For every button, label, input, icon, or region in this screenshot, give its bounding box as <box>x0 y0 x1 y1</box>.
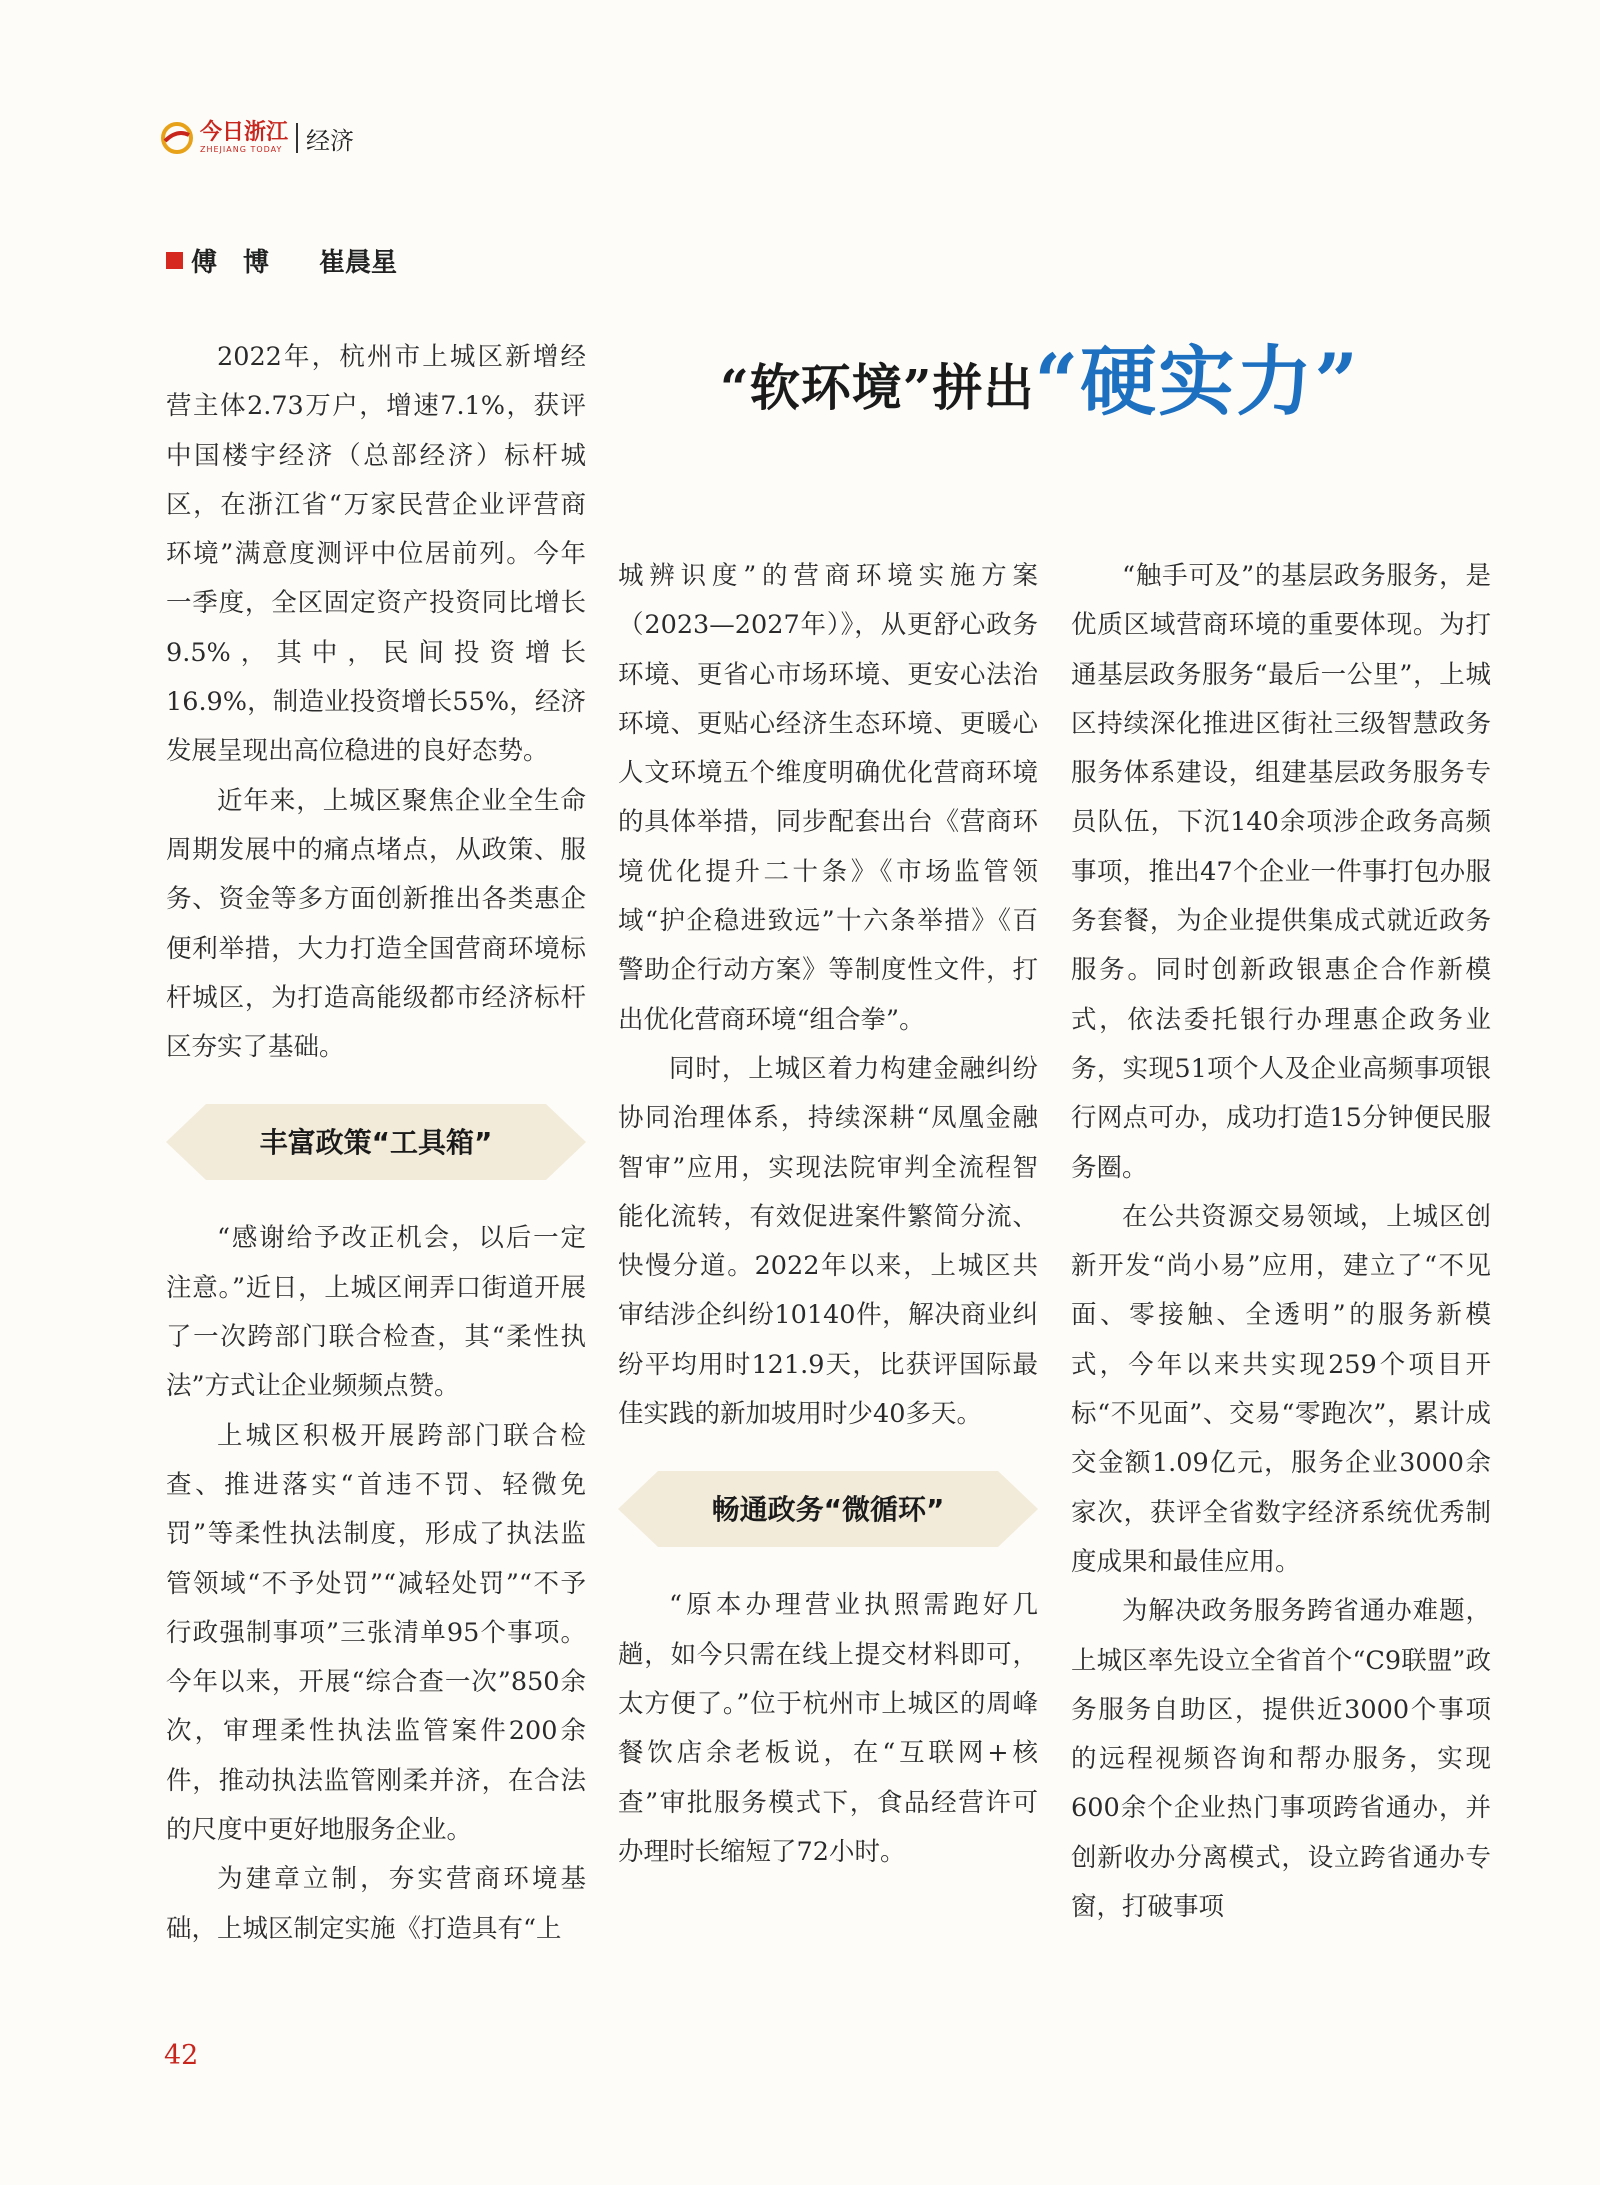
section-name: 经济 <box>306 126 355 155</box>
paragraph: 为建章立制，夯实营商环境基础，上城区制定实施《打造具有“上 <box>166 1864 586 1944</box>
text-column-2 <box>618 552 1038 1877</box>
subheading-text: 畅通政务“微循环” <box>711 1492 945 1526</box>
paragraph: “原本办理营业执照需跑好几趟，如今只需在线上提交材料即可，太方便了。”位于杭州市上城区的周峰餐饮店余老板说，在“互联网+核查”审批服务模式下，食品经营许可办理时长缩短了72小时。 <box>618 1590 1038 1867</box>
author-name: 崔晨星 <box>319 248 398 278</box>
logo-sun-icon <box>160 121 194 155</box>
text-column-1 <box>166 333 586 1954</box>
page-number: 42 <box>164 2040 199 2071</box>
paragraph: “感谢给予改正机会，以后一定注意。”近日，上城区闸弄口街道开展了一次跨部门联合检查，其“柔性执法”方式让企业频频点赞。 <box>166 1223 586 1402</box>
subheading-banner <box>618 1471 1038 1547</box>
logo-text: 今日浙江 <box>200 120 289 145</box>
subheading-text: 丰富政策“工具箱” <box>259 1125 493 1159</box>
paragraph: 在公共资源交易领域，上城区创新开发“尚小易”应用，建立了“不见面、零接触、全透明”的服务新模式，今年以来共实现259个项目开标“不见面”、交易“零跑次”，累计成交金额1.09亿元，服务企业3000余家次，获评全省数字经济系统优秀制度成果和最佳应用。 <box>1071 1201 1491 1577</box>
paragraph: “触手可及”的基层政务服务，是优质区域营商环境的重要体现。为打通基层政务服务“最后一公里”，上城区持续深化推进区街社三级智慧政务服务体系建设，组建基层政务服务专员队伍，下沉140余项涉企政务高频事项，推出47个企业一件事打包办服务套餐，为企业提供集成式就近政务服务。同时创新政银惠企合作新模式，依法委托银行办理惠企政务业务，实现51项个人及企业高频事项银行网点可办，成功打造15分钟便民服务圈。 <box>1071 561 1491 1183</box>
logo <box>200 122 288 154</box>
subheading-banner <box>166 1104 586 1180</box>
logo-english: ZHEJIANG TODAY <box>200 145 283 154</box>
paragraph: 2022年，杭州市上城区新增经营主体2.73万户，增速7.1%，获评中国楼宇经济（总部经济）标杆城区，在浙江省“万家民营企业评营商环境”满意度测评中位居前列。今年一季度，全区固定资产投资同比增长9.5%，其中，民间投资增长16.9%，制造业投资增长55%，经济发展呈现出高位稳进的良好态势。 <box>166 342 586 767</box>
paragraph: 为解决政务服务跨省通办难题，上城区率先设立全省首个“C9联盟”政务服务自助区，提供近3000个事项的远程视频咨询和帮办服务，实现600余个企业热门事项跨省通办，并创新收办分离模式，设立跨省通办专窗，打破事项 <box>1071 1596 1491 1923</box>
text-column-3 <box>1071 552 1491 1932</box>
header-divider <box>296 123 298 153</box>
paragraph: 同时，上城区着力构建金融纠纷协同治理体系，持续深耕“凤凰金融智审”应用，实现法院审判全流程智能化流转，有效促进案件繁简分流、快慢分道。2022年以来，上城区共审结涉企纠纷10140件，解决商业纠纷平均用时121.9天，比获评国际最佳实践的新加坡用时少40多天。 <box>618 1053 1038 1430</box>
paragraph: 上城区积极开展跨部门联合检查、推进落实“首违不罚、轻微免罚”等柔性执法制度，形成了执法监管领域“不予处罚”“减轻处罚”“不予行政强制事项”三张清单95个事项。今年以来，开展“综合查一次”850余次，审理柔性执法监管案件200余件，推动执法监管刚柔并济，在合法的尺度中更好地服务企业。 <box>166 1420 586 1846</box>
byline <box>166 242 397 279</box>
magazine-header <box>160 118 354 158</box>
paragraph: 近年来，上城区聚焦企业全生命周期发展中的痛点堵点，从政策、服务、资金等多方面创新推出各类惠企便利举措，大力打造全国营商环境标杆城区，为打造高能级都市经济标杆区夯实了基础。 <box>166 785 586 1063</box>
paragraph: 城辨识度”的营商环境实施方案（2023—2027年）》，从更舒心政务环境、更省心市场环境、更安心法治环境、更贴心经济生态环境、更暖心人文环境五个维度明确优化营商环境的具体举措，同步配套出台《营商环境优化提升二十条》《市场监管领域“护企稳进致远”十六条举措》《百警助企行动方案》等制度性文件，打出优化营商环境“组合拳”。 <box>618 561 1038 1035</box>
byline-marker-icon <box>166 252 183 269</box>
title-part-1: “软环境”拼出 <box>720 358 1035 417</box>
article-title <box>720 330 1400 426</box>
author-name: 傅 博 <box>191 248 270 278</box>
title-part-2: “硬实力” <box>1034 337 1360 426</box>
